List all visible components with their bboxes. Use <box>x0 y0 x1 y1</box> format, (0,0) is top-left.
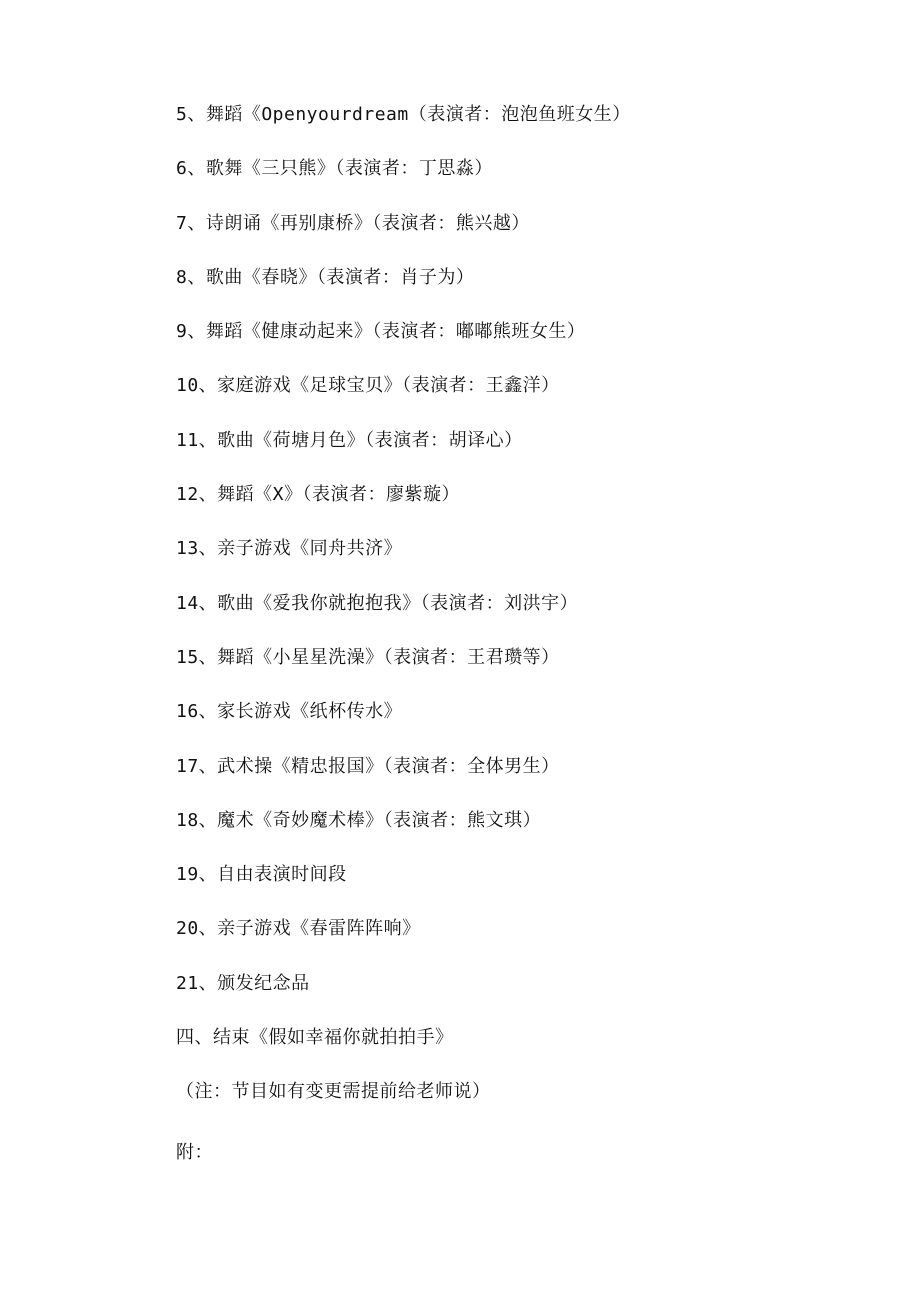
program-item-21: 21、颁发纪念品 <box>176 972 310 994</box>
program-item-16: 16、家长游戏《纸杯传水》 <box>176 701 403 723</box>
program-item-8: 8、歌曲《春晓》（表演者：肖子为） <box>176 266 475 288</box>
program-item-7: 7、诗朗诵《再别康桥》（表演者：熊兴越） <box>176 212 530 234</box>
appendix-label: 附： <box>176 1141 213 1163</box>
program-item-6: 6、歌舞《三只熊》（表演者：丁思淼） <box>176 158 493 180</box>
program-item-17: 17、武术操《精忠报国》（表演者：全体男生） <box>176 755 560 777</box>
program-item-19: 19、自由表演时间段 <box>176 864 347 886</box>
program-item-15: 15、舞蹈《小星星洗澡》（表演者：王君瓒等） <box>176 646 560 668</box>
program-list <box>176 100 876 1192</box>
program-item-18: 18、魔术《奇妙魔术棒》（表演者：熊文琪） <box>176 809 542 831</box>
program-item-14: 14、歌曲《爱我你就抱抱我》（表演者：刘洪宇） <box>176 592 579 614</box>
program-item-10: 10、家庭游戏《足球宝贝》（表演者：王鑫洋） <box>176 375 560 397</box>
program-item-13: 13、亲子游戏《同舟共济》 <box>176 538 403 560</box>
closing-item: 四、结束《假如幸福你就拍拍手》 <box>176 1027 454 1049</box>
note-text: （注：节目如有变更需提前给老师说） <box>176 1081 491 1103</box>
program-item-11: 11、歌曲《荷塘月色》（表演者：胡译心） <box>176 429 523 451</box>
program-item-9: 9、舞蹈《健康动起来》（表演者：嘟嘟熊班女生） <box>176 321 586 343</box>
program-item-20: 20、亲子游戏《春雷阵阵响》 <box>176 918 421 940</box>
program-item-5: 5、舞蹈《Openyourdream（表演者：泡泡鱼班女生） <box>176 104 631 125</box>
program-item-12: 12、舞蹈《X》（表演者：廖紫璇） <box>176 484 461 506</box>
